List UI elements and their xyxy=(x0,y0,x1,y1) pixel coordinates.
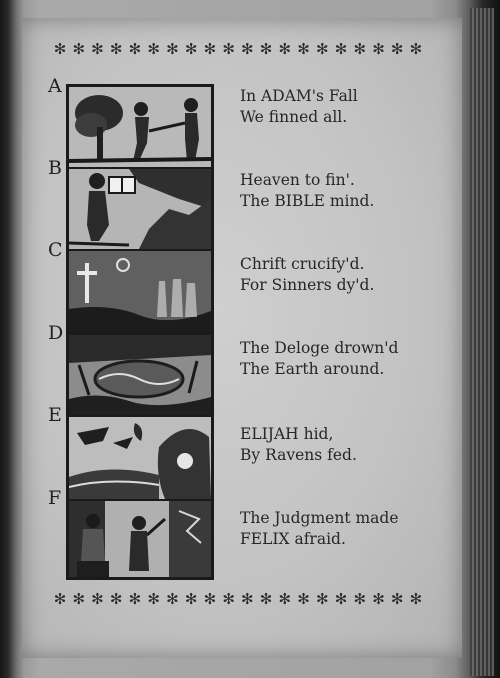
verse-e-line2: By Ravens fed. xyxy=(240,446,357,464)
verse-a-line1: In ADAM's Fall xyxy=(240,87,358,105)
ornament-icon: ✻ xyxy=(353,40,367,58)
verse-d-line1: The Deloge drown'd xyxy=(240,339,399,357)
woodcut-crucifixion xyxy=(69,251,211,335)
verse-f-line1: The Judgment made xyxy=(240,509,399,527)
letter-f: F xyxy=(48,487,62,509)
verse-c-line1: Chrift crucify'd. xyxy=(240,255,365,273)
ornament-icon: ✻ xyxy=(334,590,348,608)
ornament-icon: ✻ xyxy=(390,40,404,58)
ornament-icon: ✻ xyxy=(184,590,198,608)
ornament-icon: ✻ xyxy=(184,40,198,58)
ornament-icon: ✻ xyxy=(259,590,273,608)
ornament-icon: ✻ xyxy=(315,40,329,58)
ornament-icon: ✻ xyxy=(241,590,254,608)
woodcut-bible xyxy=(69,169,211,251)
woodcut-elijah xyxy=(69,417,211,501)
verse-d-line2: The Earth around. xyxy=(240,360,385,378)
ornament-icon: ✻ xyxy=(128,590,142,608)
ornament-icon: ✻ xyxy=(203,40,217,58)
ornament-icon: ✻ xyxy=(147,590,160,608)
ornament-icon: ✻ xyxy=(222,40,235,58)
woodcut-adam-eve xyxy=(69,87,211,169)
verse-e xyxy=(240,424,357,466)
ornament-icon: ✻ xyxy=(278,590,292,608)
ornament-icon: ✻ xyxy=(91,40,104,58)
ornament-border-bottom xyxy=(52,590,424,608)
woodcut-column xyxy=(66,84,214,580)
ornament-icon: ✻ xyxy=(390,590,404,608)
verse-f-line2: FELIX afraid. xyxy=(240,530,346,548)
ornament-icon: ✻ xyxy=(166,590,179,608)
ornament-border-top xyxy=(52,40,424,58)
page-edges xyxy=(470,8,494,676)
ornament-icon: ✻ xyxy=(334,40,348,58)
letter-a: A xyxy=(48,75,62,97)
ornament-icon: ✻ xyxy=(353,590,367,608)
ornament-icon: ✻ xyxy=(53,590,67,608)
ornament-icon: ✻ xyxy=(109,590,123,608)
ornament-icon: ✻ xyxy=(297,590,310,608)
ornament-icon: ✻ xyxy=(91,590,104,608)
ornament-icon: ✻ xyxy=(203,590,217,608)
ornament-icon: ✻ xyxy=(409,40,423,58)
verse-c xyxy=(240,254,374,296)
ornament-icon: ✻ xyxy=(147,40,160,58)
woodcut-felix xyxy=(69,501,211,577)
ornament-icon: ✻ xyxy=(297,40,310,58)
letter-b: B xyxy=(48,157,62,179)
ornament-icon: ✻ xyxy=(372,40,385,58)
verse-b-line1: Heaven to fin'. xyxy=(240,171,355,189)
verse-f xyxy=(240,508,399,550)
verse-d xyxy=(240,338,398,380)
verse-b-line2: The BIBLE mind. xyxy=(240,192,375,210)
ornament-icon: ✻ xyxy=(72,40,86,58)
letter-d: D xyxy=(48,322,64,344)
woodcut-deluge xyxy=(69,335,211,417)
ornament-icon: ✻ xyxy=(53,40,67,58)
verse-c-line2: For Sinners dy'd. xyxy=(240,276,375,294)
ornament-icon: ✻ xyxy=(166,40,179,58)
ornament-icon: ✻ xyxy=(409,590,423,608)
ornament-icon: ✻ xyxy=(259,40,273,58)
ornament-icon: ✻ xyxy=(222,590,235,608)
verse-a xyxy=(240,86,358,128)
ornament-icon: ✻ xyxy=(109,40,123,58)
ornament-icon: ✻ xyxy=(72,590,86,608)
letter-c: C xyxy=(48,239,63,261)
ornament-icon: ✻ xyxy=(128,40,142,58)
ornament-icon: ✻ xyxy=(372,590,385,608)
verse-b xyxy=(240,170,374,212)
verse-a-line2: We finned all. xyxy=(240,108,348,126)
verse-e-line1: ELIJAH hid, xyxy=(240,425,334,443)
letter-e: E xyxy=(48,404,62,426)
ornament-icon: ✻ xyxy=(278,40,292,58)
ornament-icon: ✻ xyxy=(315,590,329,608)
ornament-icon: ✻ xyxy=(241,40,254,58)
